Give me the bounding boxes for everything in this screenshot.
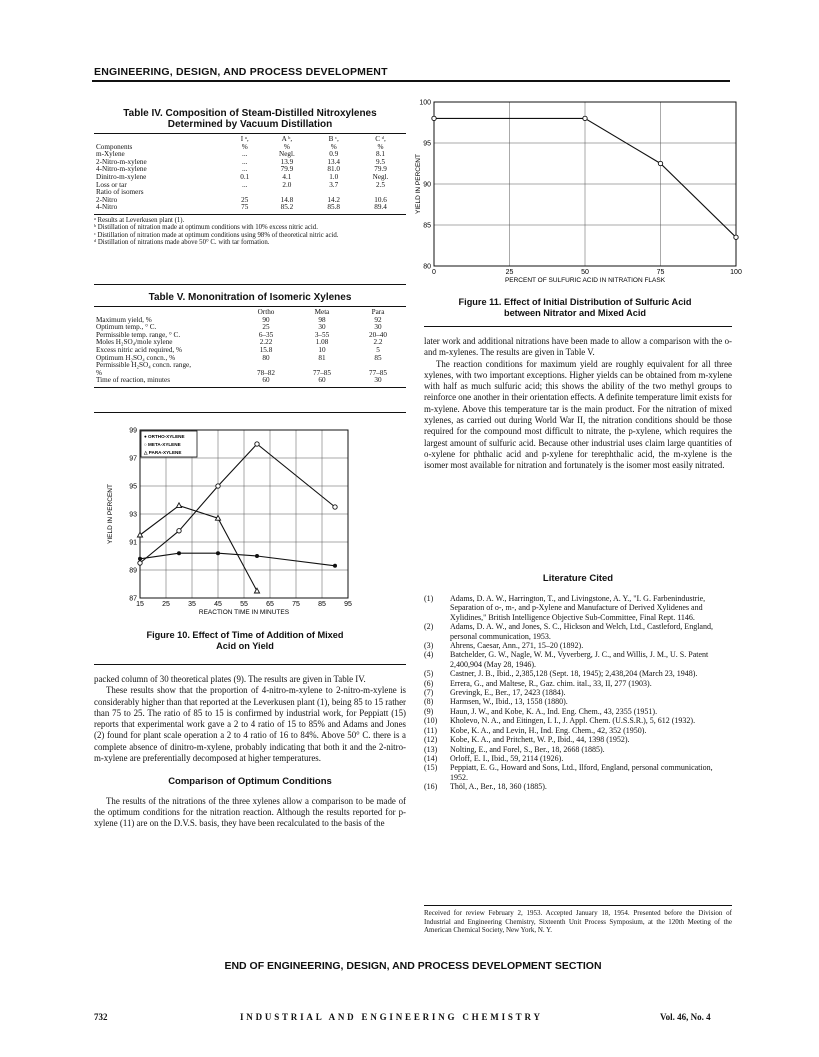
- table-cell: 15.8: [259, 345, 273, 354]
- table-cell: 77–85: [369, 368, 387, 377]
- table-iv-col-a: A ᵇ, %: [281, 135, 293, 151]
- x-tick-label: 35: [188, 601, 196, 608]
- x-tick-label: 50: [581, 269, 589, 276]
- reference-text: Kobe, K. A., and Levin, H., Ind. Eng. Chem., 42, 352 (1950).: [450, 725, 647, 735]
- table-cell: 5: [376, 345, 380, 354]
- reference-number: (2): [424, 622, 434, 632]
- right-body-text: [424, 336, 732, 472]
- table-cell: 98: [318, 315, 326, 324]
- table-v: [94, 292, 406, 388]
- table-cell: 3.7: [329, 180, 339, 189]
- series-line: [140, 444, 335, 563]
- reference-number: (4): [424, 650, 434, 660]
- table-v-col-ortho: Ortho: [257, 308, 275, 316]
- table-cell: 78–82: [257, 368, 275, 377]
- table-cell: 9.5: [376, 157, 386, 166]
- table-cell: 77–85: [313, 368, 331, 377]
- table-cell: Maximum yield, %: [96, 315, 152, 324]
- table-cell: 10: [318, 345, 326, 354]
- reference-number: (9): [424, 706, 434, 716]
- table-cell: Negl.: [279, 150, 295, 159]
- reference-text: Harmsen, W., Ibid., 13, 1558 (1880).: [450, 697, 568, 707]
- figure-10-caption: [100, 630, 390, 652]
- reference-item: [424, 716, 732, 725]
- x-tick-label: 25: [162, 601, 170, 608]
- reference-text: Kholevo, N. A., and Eitingen, I. I., J. Appl. Chem. (U.S.S.R.), 5, 612 (1932).: [450, 716, 696, 726]
- table-iv-rule-top: [94, 133, 406, 134]
- table-cell: 8.1: [376, 150, 386, 159]
- page-number: 732: [94, 1012, 108, 1022]
- reference-item: [424, 688, 732, 697]
- reference-number: (5): [424, 669, 434, 679]
- data-point: [255, 442, 259, 446]
- table-v-col-para: Para: [371, 308, 385, 316]
- reference-item: [424, 726, 732, 735]
- table-iv-title-line2: Determined by Vacuum Distillation: [167, 119, 333, 130]
- table-cell: ...: [242, 165, 248, 174]
- figure-10-caption-line2: Acid on Yield: [216, 641, 274, 651]
- table-cell: %: [96, 368, 102, 377]
- data-point: [176, 503, 181, 508]
- table-cell: 90: [262, 315, 270, 324]
- table-v-col-meta: Meta: [314, 308, 330, 316]
- data-point: [734, 235, 738, 239]
- journal-name: INDUSTRIAL AND ENGINEERING CHEMISTRY: [240, 1012, 543, 1022]
- table-cell: 75: [241, 203, 249, 212]
- table-iv-col-c: C ᵈ, %: [375, 135, 386, 151]
- table-iv-col-b: B ᶜ, %: [328, 135, 339, 151]
- table-v-rule-bottom: [94, 387, 406, 388]
- divider: [424, 326, 732, 327]
- legend-entry: △ PARA-XYLENE: [144, 450, 182, 455]
- table-row: [94, 174, 406, 182]
- table-cell: 25: [262, 323, 270, 332]
- y-tick-label: 85: [423, 222, 431, 230]
- table-cell: 80: [262, 353, 270, 362]
- divider: [94, 284, 406, 285]
- x-tick-label: 95: [344, 601, 352, 608]
- reference-text: Kobe, K. A., and Pritchett, W. P., Ibid., 44, 1398 (1952).: [450, 735, 630, 745]
- table-cell: 89.4: [374, 203, 387, 212]
- table-cell: 30: [374, 376, 382, 385]
- table-v-title: Table V. Mononitration of Isomeric Xylenes: [148, 292, 352, 303]
- table-cell: 79.9: [374, 165, 387, 174]
- legend-entry: ● ORTHO-XYLENE: [144, 434, 185, 439]
- table-iv-footnote: ᶜ Distillation of nitration made at optimum conditions using 98% of theoretical nitric acid.: [94, 231, 339, 239]
- reference-number: (6): [424, 678, 434, 688]
- y-tick-label: 87: [129, 595, 137, 603]
- reference-text: Adams, D. A. W., Harrington, T., and Livingstone, A. Y., "I. G. Farbenindustrie, Separation of o-, m-, and p-Xylene and Manufacture of Derived Xylidenes and Xylidines," British Intelligence Objective Sub-Committee, Final Rept. 1146.: [450, 594, 706, 622]
- y-tick-label: 95: [129, 483, 137, 491]
- y-tick-label: 97: [129, 455, 137, 463]
- table-cell: Loss or tar: [96, 180, 127, 189]
- received-note: Received for review February 2, 1953. Accepted January 18, 1954. Presented before the Division of Industrial and Engineering Chemistry, Sixteenth Unit Process Symposium, at the 120th Meeting of the American Chemical Society, New York, N. Y.: [424, 909, 732, 935]
- y-tick-label: 80: [423, 263, 431, 271]
- table-cell: 2-Nitro: [96, 195, 118, 204]
- reference-item: [424, 763, 732, 782]
- reference-text: Haun, J. W., and Kobe, K. A., Ind. Eng. Chem., 43, 2355 (1951).: [450, 706, 658, 716]
- table-cell: ...: [242, 157, 248, 166]
- reference-number: (10): [424, 716, 438, 726]
- data-point: [255, 554, 259, 558]
- table-cell: 2.5: [376, 180, 386, 189]
- reference-number: (12): [424, 735, 438, 745]
- table-iv-footnote: ᵇ Distillation of nitration made at optimum conditions with 10% excess nitric acid.: [94, 224, 318, 232]
- table-cell: 2.2: [373, 338, 383, 347]
- table-cell: Optimum temp., ° C.: [96, 323, 157, 332]
- table-cell: ...: [242, 180, 248, 189]
- paragraph: The results of the nitrations of the three xylenes allow a comparison to be made of the optimum conditions for the nitration reaction. Although the results reported for p-xylene (11) are on the D.V.S. basis, they have been recalculated to the basis of the: [94, 795, 406, 829]
- figure-11-chart: [414, 96, 742, 294]
- table-cell: 1.08: [315, 338, 329, 347]
- data-point: [177, 551, 181, 555]
- y-tick-label: 95: [423, 140, 431, 148]
- table-iv-footnotes: [94, 217, 406, 247]
- table-cell: 14.8: [280, 195, 294, 204]
- table-cell: Moles H₂SO₄/mole xylene: [96, 338, 173, 347]
- table-cell: Optimum H₂SO₄ concn., %: [96, 353, 176, 362]
- paragraph: later work and additional nitrations have been made to allow a comparison with the o- and m-xylenes. The results are given in Table V.: [424, 336, 732, 358]
- section-header: ENGINEERING, DESIGN, AND PROCESS DEVELOPMENT: [94, 66, 388, 78]
- figure-11-caption: [420, 297, 730, 319]
- y-tick-label: 90: [423, 181, 431, 189]
- y-axis-label: YIELD IN PERCENT: [415, 154, 422, 214]
- y-axis-label: YIELD IN PERCENT: [107, 484, 114, 544]
- reference-item: [424, 782, 732, 791]
- reference-text: Adams, D. A. W., and Jones, S. C., Hickson and Welch, Ltd., Castleford, England, personal communication, 1953.: [450, 622, 713, 641]
- table-cell: 2-Nitro-m-xylene: [96, 157, 147, 166]
- reference-text: Nolting, E., and Forel, S., Ber., 18, 2668 (1885).: [450, 744, 605, 754]
- table-cell: 85.2: [280, 203, 294, 212]
- data-point: [333, 564, 337, 568]
- y-tick-label: 100: [419, 99, 431, 107]
- table-cell: 13.9: [280, 157, 294, 166]
- reference-item: [424, 594, 732, 622]
- divider: [424, 905, 732, 906]
- reference-number: (14): [424, 753, 438, 763]
- section-title: Comparison of Optimum Conditions: [168, 776, 332, 788]
- table-cell: Ratio of isomers: [96, 188, 144, 197]
- table-cell: 60: [318, 376, 326, 385]
- x-tick-label: 55: [240, 601, 248, 608]
- table-cell: ...: [242, 150, 248, 159]
- table-cell: 0.9: [329, 150, 339, 159]
- x-axis-label: PERCENT OF SULFURIC ACID IN NITRATION FLASK: [504, 277, 666, 284]
- table-cell: 14.2: [327, 195, 340, 204]
- table-row: [94, 204, 406, 212]
- table-cell: Dinitro-m-xylene: [96, 172, 147, 181]
- table-row: [94, 362, 406, 370]
- x-tick-label: 15: [136, 601, 144, 608]
- reference-item: [424, 707, 732, 716]
- data-point: [432, 116, 436, 120]
- reference-number: (11): [424, 725, 438, 735]
- table-cell: m-Xylene: [96, 150, 125, 159]
- reference-item: [424, 641, 732, 650]
- reference-item: [424, 622, 732, 641]
- table-cell: 81: [318, 353, 326, 362]
- table-iv-footnote: ᵃ Results at Leverkusen plant (1).: [94, 216, 185, 224]
- reference-text: Castner, J. B., Ibid., 2,385,128 (Sept. 18, 1945); 2,438,204 (March 23, 1948).: [450, 669, 698, 679]
- table-iv-grid: [94, 136, 406, 212]
- table-cell: 79.9: [280, 165, 294, 174]
- x-axis-label: REACTION TIME IN MINUTES: [198, 609, 290, 616]
- paragraph: packed column of 30 theoretical plates (9). The results are given in Table IV.: [94, 674, 366, 684]
- data-point: [138, 561, 142, 565]
- table-cell: 25: [241, 195, 249, 204]
- reference-item: [424, 679, 732, 688]
- table-row: [94, 377, 406, 385]
- table-iv: [94, 108, 406, 247]
- divider: [94, 412, 406, 413]
- y-tick-label: 89: [129, 567, 137, 575]
- table-cell: 60: [262, 376, 270, 385]
- table-cell: 0.1: [240, 172, 250, 181]
- figure-11-caption-line1: Figure 11. Effect of Initial Distribution of Sulfuric Acid: [458, 297, 692, 307]
- data-point: [658, 161, 662, 165]
- reference-item: [424, 745, 732, 754]
- table-iv-col-i: I ᵃ, %: [240, 135, 249, 151]
- figure-11-caption-line2: between Nitrator and Mixed Acid: [503, 308, 647, 318]
- table-cell: 20–40: [369, 330, 387, 339]
- table-cell: 4.1: [282, 172, 292, 181]
- x-tick-label: 0: [432, 269, 436, 276]
- divider: [94, 664, 406, 665]
- left-body-text: [94, 674, 406, 830]
- table-cell: 85.8: [327, 203, 340, 212]
- x-tick-label: 45: [214, 601, 222, 608]
- x-tick-label: 85: [318, 601, 326, 608]
- table-cell: 13.4: [327, 157, 340, 166]
- volume-issue: Vol. 46, No. 4: [660, 1012, 711, 1022]
- y-tick-label: 99: [129, 427, 137, 435]
- table-cell: 3–55: [314, 330, 330, 339]
- table-cell: 2.0: [282, 180, 292, 189]
- table-iv-col-components: Components: [96, 142, 133, 151]
- reference-item: [424, 669, 732, 678]
- table-v-grid: [94, 309, 406, 385]
- table-cell: 92: [374, 315, 382, 324]
- reference-text: Thöl, A., Ber., 18, 360 (1885).: [450, 782, 547, 792]
- paragraph: The reaction conditions for maximum yield are roughly equivalent for all three xylenes, with two important exceptions. Higher yields can be obtained from m-xylene with half as much sulfuric acid; this shows the ability of the two methyl groups to reinforce one another in their orientation effects. A definite temperature limit exists for m-xylene. Above this temperature tar is the main product. For the nitration of mixed xylenes, as carried out during World War II, the nitration conditions should be those required for the compound most difficult to nitrate, the p-xylene, which requires the largest amount of sulfuric acid. Because other industrial uses claim large quantities of o-xylene for phthalic acid and p-xylene for terephthalic acid, the m-xylene is the isomer most available for nitration and fortunately is the isomer most easily nitrated.: [424, 358, 732, 471]
- data-point: [138, 557, 142, 561]
- table-cell: 4-Nitro: [96, 203, 118, 212]
- reference-text: Orloff, E. I., Ibid., 59, 2114 (1926).: [450, 753, 564, 763]
- table-cell: Time of reaction, minutes: [96, 376, 170, 385]
- table-cell: 81.0: [327, 165, 340, 174]
- reference-text: Ahrens, Caesar, Ann., 271, 15–20 (1892).: [450, 641, 584, 651]
- reference-number: (15): [424, 763, 438, 773]
- data-point: [177, 529, 181, 533]
- table-cell: 6–35: [258, 330, 274, 339]
- table-cell: 1.0: [329, 172, 339, 181]
- reference-number: (16): [424, 782, 438, 792]
- data-point: [254, 588, 259, 593]
- data-point: [216, 484, 220, 488]
- y-tick-label: 93: [129, 511, 137, 519]
- reference-text: Peppiatt, E. G., Howard and Sons, Ltd., Ilford, England, personal communication, 1952.: [450, 763, 713, 782]
- table-cell: Negl.: [372, 172, 389, 181]
- reference-item: [424, 697, 732, 706]
- reference-number: (13): [424, 744, 438, 754]
- table-cell: 4-Nitro-m-xylene: [96, 165, 147, 174]
- table-iv-header-row: [94, 136, 406, 151]
- data-point: [583, 116, 587, 120]
- table-cell: Permissible H₂SO₄ concn. range,: [96, 361, 192, 370]
- reference-text: Batchelder, G. W., Nagle, W. M., Vyverberg, J. C., and Willis, J. M., U. S. Patent 2,400,904 (May 28, 1946).: [450, 650, 709, 669]
- reference-number: (7): [424, 688, 434, 698]
- data-point: [216, 551, 220, 555]
- data-point: [137, 532, 142, 537]
- table-cell: Excess nitric acid required, %: [96, 345, 183, 354]
- x-tick-label: 75: [656, 269, 665, 276]
- literature-title: Literature Cited: [542, 573, 614, 584]
- reference-text: Grevingk, E., Ber., 17, 2423 (1884).: [450, 688, 566, 698]
- table-row: [94, 197, 406, 205]
- x-tick-label: 25: [505, 269, 514, 276]
- reference-text: Errera, G., and Maltese, R., Gaz. chim. ital., 33, II, 277 (1903).: [450, 678, 652, 688]
- table-cell: Permissible temp. range, ° C.: [96, 330, 181, 339]
- x-tick-label: 100: [730, 269, 742, 276]
- legend-entry: ○ META-XYLENE: [144, 442, 181, 447]
- y-tick-label: 91: [129, 539, 137, 547]
- reference-item: [424, 650, 732, 669]
- table-v-rule-top: [94, 306, 406, 307]
- table-iv-footnote: ᵈ Distillation of nitrations made above 50° C. with tar formation.: [94, 239, 270, 247]
- table-iv-rule-bottom: [94, 214, 406, 215]
- figure-10-chart: [100, 422, 390, 630]
- reference-number: (8): [424, 697, 434, 707]
- end-section-banner: END OF ENGINEERING, DESIGN, AND PROCESS DEVELOPMENT SECTION: [224, 960, 602, 972]
- data-point: [333, 505, 337, 509]
- table-row: [94, 189, 406, 197]
- table-cell: 2.22: [259, 338, 273, 347]
- x-tick-label: 65: [266, 601, 274, 608]
- table-cell: 10.6: [374, 195, 387, 204]
- paragraph: These results show that the proportion of 4-nitro-m-xylene to 2-nitro-m-xylene is considerably higher than that reported at the Leverkusen plant (1), being 85 to 15 rather than 75 to 25. The ratio of 85 to 15 is confirmed by industrial work, for Peppiatt (15) reports that experimental work gave a 2 to 4 ratio of 15 to 85% and Adams and Jones (2) found for plant scale operation a 2 to 4 ratio of 16 to 84%. Above 50° C. there is a complete absence of dinitro-m-xylene, probably indicating that both it and the 2-nitro-m-xylene are preferentially decomposed at higher temperatures.: [94, 685, 406, 764]
- table-iv-title-line1: Table IV. Composition of Steam-Distilled Nitroxylenes: [123, 108, 377, 119]
- reference-item: [424, 754, 732, 763]
- header-rule: [92, 80, 730, 82]
- table-cell: 30: [318, 323, 326, 332]
- table-cell: 30: [374, 323, 382, 332]
- reference-number: (1): [424, 594, 434, 603]
- reference-item: [424, 735, 732, 744]
- figure-10-caption-line1: Figure 10. Effect of Time of Addition of Mixed: [146, 630, 344, 640]
- literature-list: [424, 594, 732, 792]
- reference-number: (3): [424, 641, 434, 651]
- x-tick-label: 75: [292, 601, 300, 608]
- table-cell: 85: [374, 353, 382, 362]
